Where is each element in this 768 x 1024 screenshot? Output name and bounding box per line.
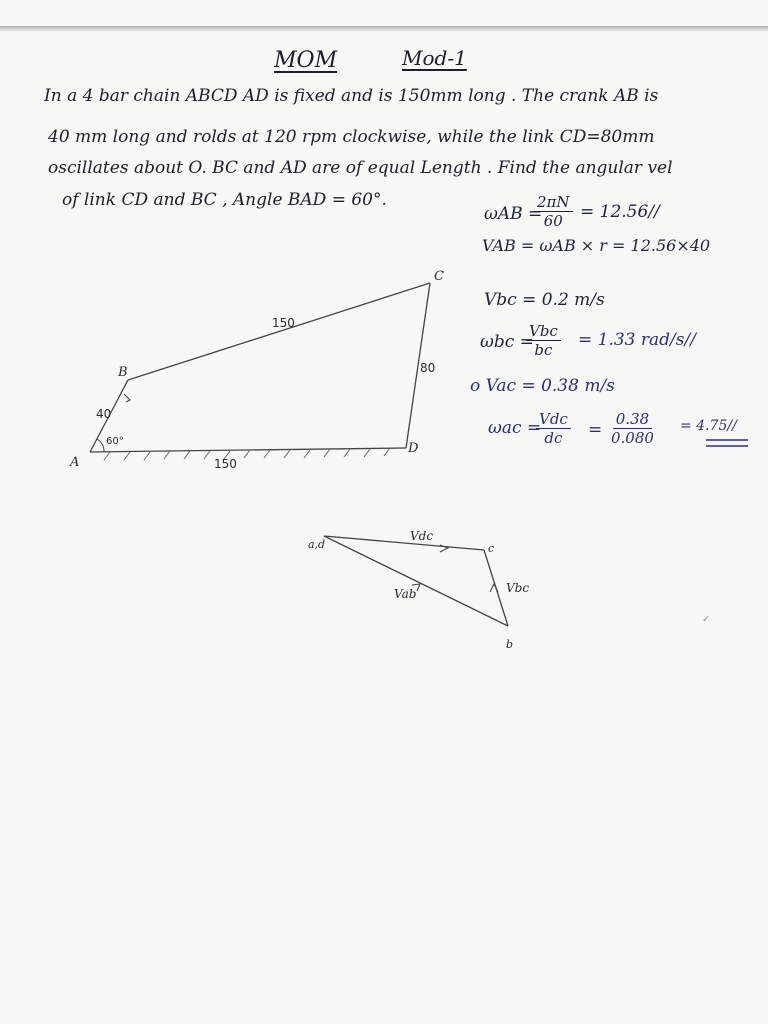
omega-bc-numerator: Vbc bbox=[526, 322, 561, 341]
point-a-label: A bbox=[70, 455, 80, 470]
omega-ac-denominator: dc bbox=[544, 429, 563, 447]
link-ad bbox=[90, 448, 406, 452]
omega-bc-lhs: ωbc = bbox=[480, 332, 534, 352]
link-bc bbox=[128, 283, 430, 380]
point-b-vel-label: b bbox=[506, 638, 514, 651]
crank-direction-arrow bbox=[124, 394, 130, 402]
point-c-vel-label: c bbox=[488, 542, 495, 555]
point-b-label: B bbox=[118, 365, 128, 380]
length-cd-label: 80 bbox=[420, 361, 436, 375]
length-ab-label: 40 bbox=[96, 407, 112, 421]
omega-ab-lhs: ωAB = bbox=[484, 204, 543, 224]
vbc-arrow bbox=[490, 584, 498, 592]
omega-ac-equals: = bbox=[588, 420, 603, 440]
omega-bc-result: = 1.33 rad/s// bbox=[578, 330, 696, 350]
omega-ac-denominator-value: 0.080 bbox=[611, 429, 654, 447]
page-title: MOM bbox=[274, 48, 338, 73]
pole-ad-label: a,d bbox=[308, 538, 326, 551]
vdc-label: Vdc bbox=[410, 529, 434, 543]
velocity-bc-value: Vbc = 0.2 m/s bbox=[484, 290, 605, 310]
angle-bad-label: 60° bbox=[106, 436, 124, 447]
length-bc-label: 150 bbox=[272, 316, 295, 330]
problem-line-2: 40 mm long and rolds at 120 rpm clockwise, while the link CD=80mm bbox=[48, 127, 655, 147]
length-ad-label: 150 bbox=[214, 457, 237, 471]
module-label: Mod-1 bbox=[402, 46, 467, 70]
velocity-ab-equation: VAB = ωAB × r = 12.56×40 bbox=[482, 236, 711, 255]
velocity-diagram bbox=[308, 529, 529, 651]
omega-ac-numerator: Vdc bbox=[536, 410, 571, 429]
vbc-label: Vbc bbox=[506, 581, 530, 595]
margin-check-mark: ✓ bbox=[702, 614, 711, 625]
omega-ab-numerator: 2πN bbox=[534, 193, 573, 212]
four-bar-linkage-diagram bbox=[69, 269, 444, 471]
point-d-label: D bbox=[408, 441, 419, 456]
omega-ac-numerator-value: 0.38 bbox=[613, 410, 652, 429]
omega-ac-result: = 4.75// bbox=[680, 418, 737, 434]
angle-arc bbox=[97, 439, 104, 452]
problem-line-3: oscillates about O. BC and AD are of equal Length . Find the angular vel bbox=[48, 158, 673, 178]
problem-line-4: of link CD and BC , Angle BAD = 60°. bbox=[62, 190, 387, 210]
omega-ab-denominator: 60 bbox=[543, 212, 563, 230]
omega-ab-result: = 12.56// bbox=[580, 202, 660, 222]
velocity-ac-value: o Vac = 0.38 m/s bbox=[470, 376, 615, 396]
problem-line-1: In a 4 bar chain ABCD AD is fixed and is 150mm long . The crank AB is bbox=[44, 86, 659, 106]
omega-bc-denominator: bc bbox=[534, 341, 553, 359]
vab-label: Vab bbox=[394, 587, 417, 601]
point-c-label: C bbox=[434, 269, 444, 284]
omega-ac-lhs: ωac = bbox=[488, 418, 542, 438]
